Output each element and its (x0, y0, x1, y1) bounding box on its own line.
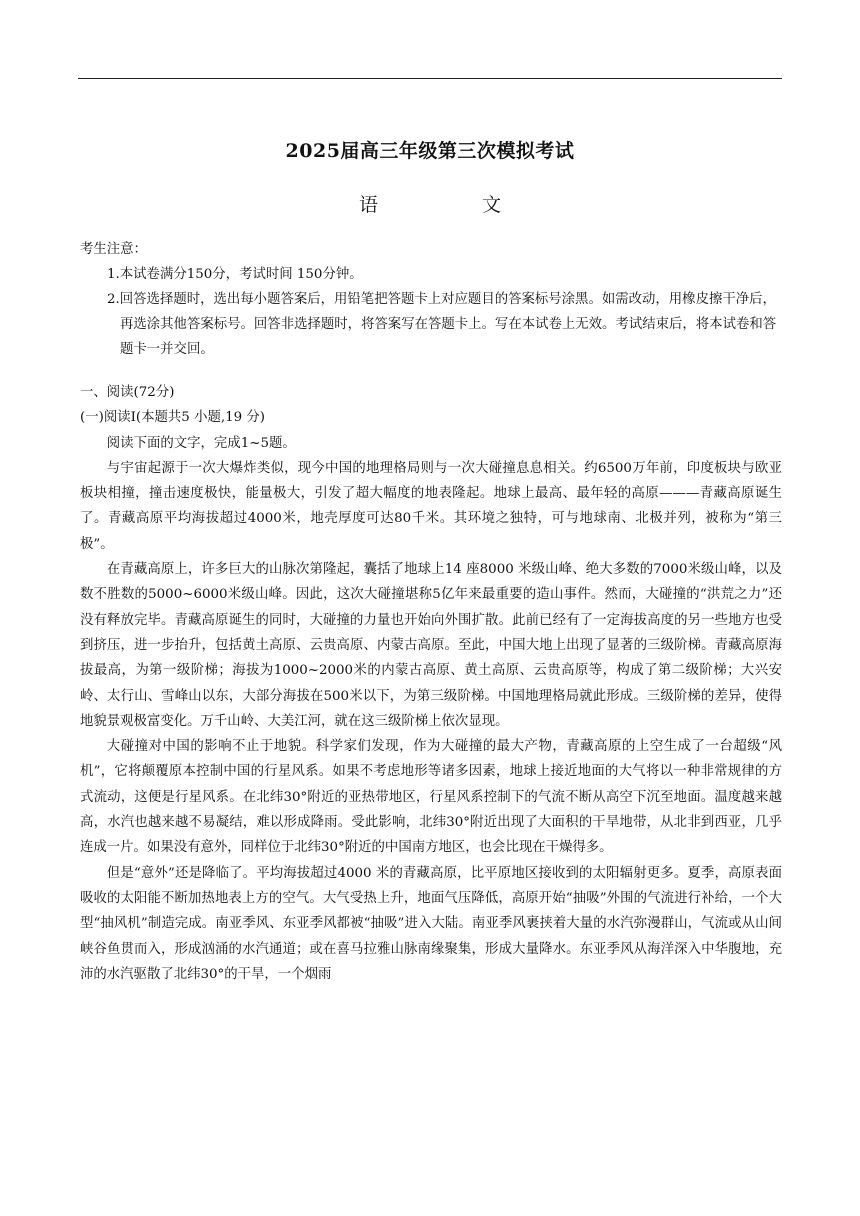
exam-title: 2025届高三年级第三次模拟考试 (285, 140, 575, 162)
reading-section (80, 380, 782, 987)
notice-heading: 考生注意： (80, 242, 147, 257)
subject-title (0, 190, 860, 217)
reading-instruction: 阅读下面的文字，完成1~5题。 (106, 435, 296, 451)
notice-item-1: 1.本试卷满分150分，考试时间 150分钟。 (107, 267, 363, 282)
subject-char-right: 文 (482, 194, 502, 216)
notice-item-2: 2.回答选择题时，选出每小题答案后，用铅笔把答题卡上对应题目的答案标号涂黑。如需改动，用橡皮擦干净后，再选涂其他答案标号。回答非选择题时，将答案写在答题卡上。写在本试卷上无效。考试结束后，将本试卷和答题卡一并交回。 (107, 292, 777, 357)
subject-char-left: 语 (358, 194, 378, 216)
header-rule (78, 78, 782, 79)
sub-section-heading: (一)阅读Ⅰ(本题共5 小题,19 分) (80, 410, 266, 426)
passage-paragraph: 在青藏高原上，许多巨大的山脉次第隆起，囊括了地球上14 座8000 米级山峰、绝大多数的7000米级山峰，以及数不胜数的5000~6000米级山峰。因此，这次大碰撞堪称5亿年来最重要的造山事件。然而，大碰撞的“洪荒之力”还没有释放完毕。青藏高原诞生的同时，大碰撞的力量也开始向外围扩散。此前已经有了一定海拔高度的另一些地方也受到挤压，进一步抬升，包括黄土高原、云贵高原、内蒙古高原。至此，中国大地上出现了显著的三级阶梯。青藏高原海拔最高，为第一级阶梯；海拔为1000~2000米的内蒙古高原、黄土高原、云贵高原等，构成了第二级阶梯；大兴安岭、太行山、雪峰山以东，大部分海拔在500米以下，为第三级阶梯。中国地理格局就此形成。三级阶梯的差异，使得地貌景观极富变化。万千山岭、大美江河，就在这三级阶梯上依次显现。 (80, 562, 782, 729)
section-heading: 一、阅读(72分) (80, 385, 175, 400)
passage-paragraph: 但是“意外”还是降临了。平均海拔超过4000 米的青藏高原，比平原地区接收到的太阳辐射更多。夏季，高原表面吸收的太阳能不断加热地表上方的空气。大气受热上升，地面气压降低，高原开始“抽吸”外围的气流进行补给，一个大型“抽风机”制造完成。南亚季风、东亚季风都被“抽吸”进入大陆。南亚季风裹挟着大量的水汽弥漫群山，气流或从山间峡谷鱼贯而入，形成汹涌的水汽通道；或在喜马拉雅山脉南缘聚集，形成大量降水。东亚季风从海洋深入中华腹地，充沛的水汽驱散了北纬30°的干旱，一个烟雨 (80, 865, 782, 982)
passage-paragraph: 与宇宙起源于一次大爆炸类似，现今中国的地理格局则与一次大碰撞息息相关。约6500万年前，印度板块与欧亚板块相撞，撞击速度极快，能量极大，引发了超大幅度的地表隆起。地球上最高、最年轻的高原———青藏高原诞生了。青藏高原平均海拔超过4000米，地壳厚度可达80千米。其环境之独特，可与地球南、北极并列，被称为“第三极”。 (80, 460, 782, 552)
passage-paragraph: 大碰撞对中国的影响不止于地貌。科学家们发现，作为大碰撞的最大产物，青藏高原的上空生成了一台超级“风机”，它将颠覆原本控制中国的行星风系。如果不考虑地形等诸多因素，地球上接近地面的大气将以一种非常规律的方式流动，这便是行星风系。在北纬30°附近的亚热带地区，行星风系控制下的气流不断从高空下沉至地面。温度越来越高，水汽也越来越不易凝结，难以形成降雨。受此影响，北纬30°附近出现了大面积的干旱地带，从北非到西亚，几乎连成一片。如果没有意外，同样位于北纬30°附近的中国南方地区，也会比现在干燥得多。 (80, 739, 782, 856)
exam-notice (80, 237, 782, 362)
